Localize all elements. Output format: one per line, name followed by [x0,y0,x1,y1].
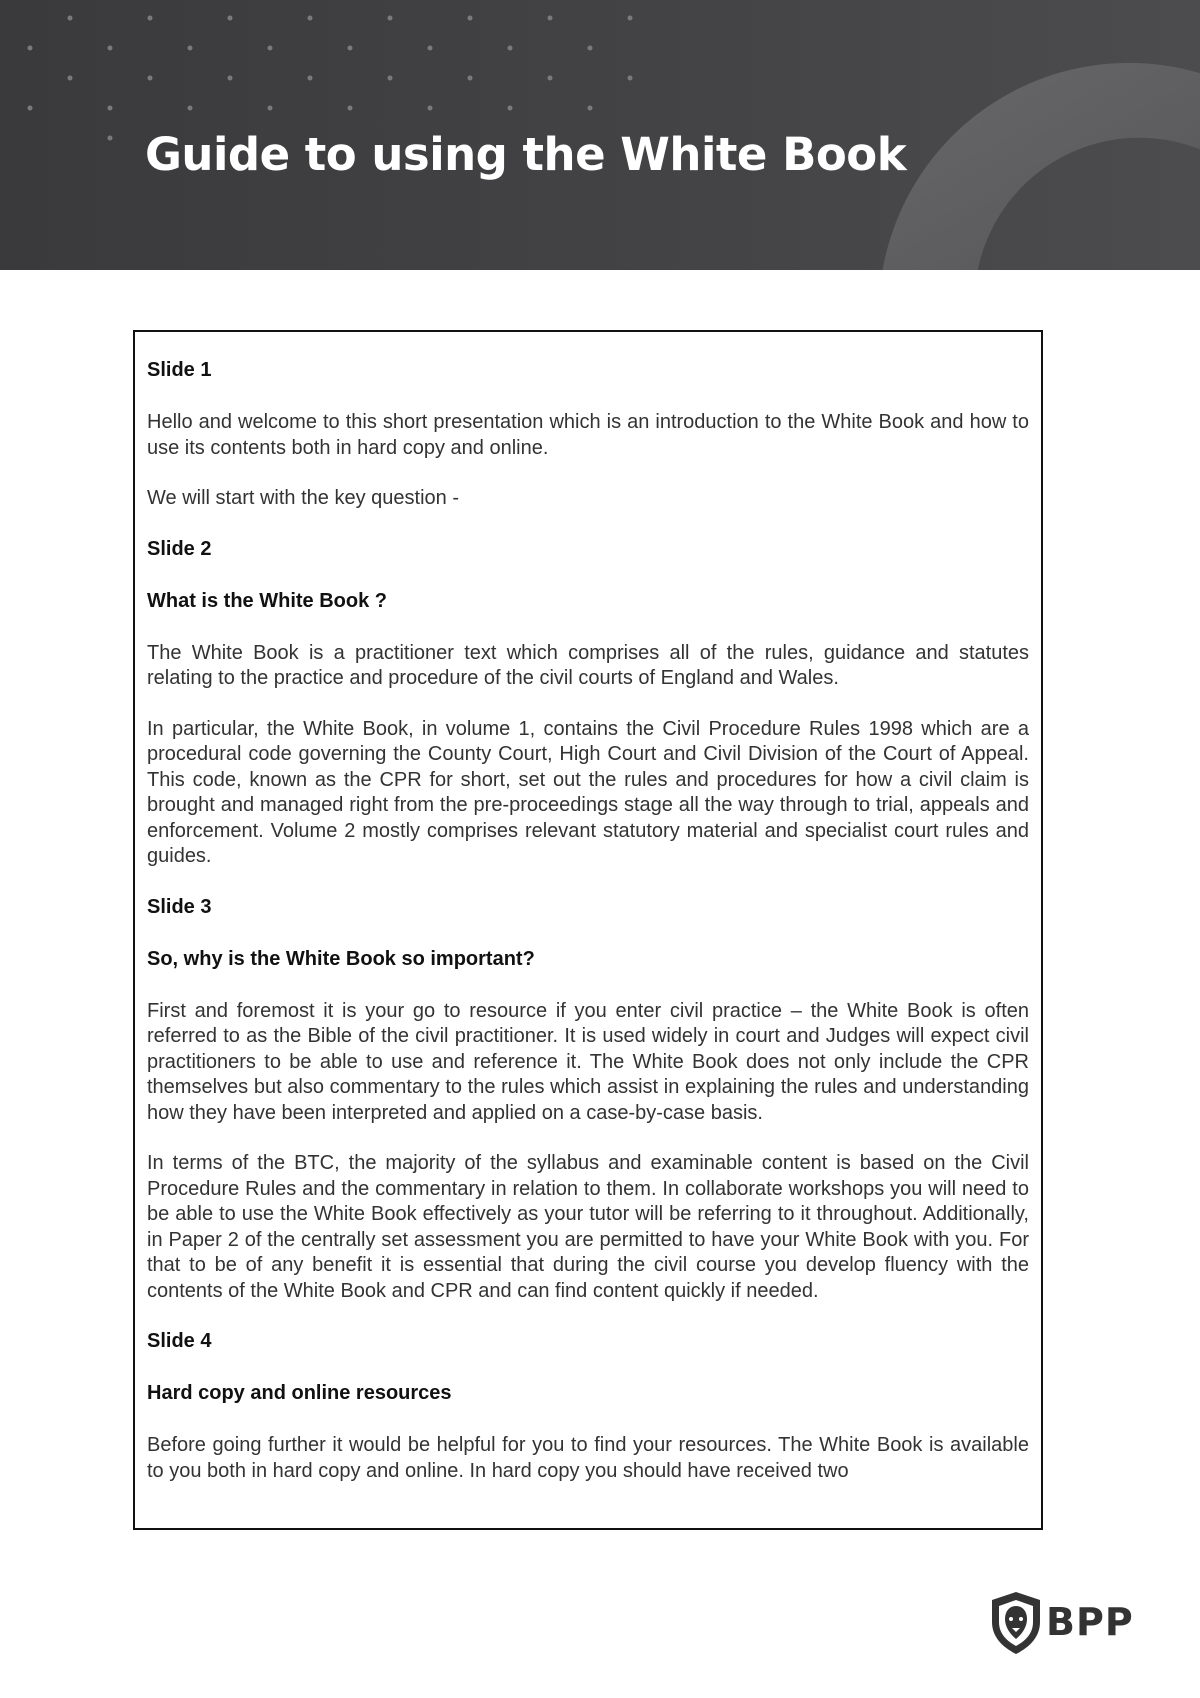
page-title: Guide to using the White Book [145,128,907,181]
slide-3-paragraph: First and foremost it is your go to resource if you enter civil practice – the White Book is often referred to as the Bible of the civil practitioner. It is used widely in court and Judges will expect civil practitioners to be able to use and reference it. The White Book does not only include the CPR themselves but also commentary to the rules which assist in explaining the rules and understanding how they have been interpreted and applied on a case-by-case basis. [147,999,1029,1124]
bpp-logo [988,1590,1134,1656]
slide-3-label: Slide 3 [147,895,212,918]
slide-2-heading: What is the White Book ? [147,589,387,612]
slide-4-label: Slide 4 [147,1330,212,1352]
slide-2-paragraph: In particular, the White Book, in volume 1, contains the Civil Procedure Rules 1998 which are a procedural code governing the County Court, High Court and Civil Division of the Court of Appeal. This code, known as the CPR for short, set out the rules and procedures for how a civil claim is brought and managed right from the pre-proceedings stage all the way through to trial, appeals and enforcement. Volume 2 mostly comprises relevant statutory material and specialist court rules and guides. [147,717,1029,867]
slide-4-paragraph: Before going further it would be helpful for you to find your resources. The White Book is available to you both in hard copy and online. In hard copy you should have received two [147,1434,1029,1482]
transcript-box [133,330,1043,1530]
slide-3-paragraph: In terms of the BTC, the majority of the syllabus and examinable content is based on the Civil Procedure Rules and the commentary in relation to them. In collaborate workshops you will need to be able to use the White Book effectively as your tutor will be referring to it throughout. Additionally, in Paper 2 of the centrally set assessment you are permitted to have your White Book with you. For that to be of any benefit it is essential that during the civil course you develop fluency with the contents of the White Book and CPR and can find content quickly if needed. [147,1152,1029,1302]
slide-1-paragraph: Hello and welcome to this short presentation which is an introduction to the White Book and how to use its contents both in hard copy and online. [147,411,1029,459]
slide-2-label: Slide 2 [147,537,212,560]
slide-3-heading: So, why is the White Book so important? [147,947,535,970]
slide-4-heading: Hard copy and online resources [147,1382,452,1404]
slide-2-paragraph: The White Book is a practitioner text which comprises all of the rules, guidance and statutes relating to the practice and procedure of the civil courts of England and Wales. [147,641,1029,689]
logo-text: BPP [1046,1600,1134,1644]
header-banner [0,0,1200,270]
slide-1-label: Slide 1 [147,359,212,381]
slide-1-paragraph: We will start with the key question - [147,487,459,509]
lion-shield-icon [988,1590,1044,1656]
